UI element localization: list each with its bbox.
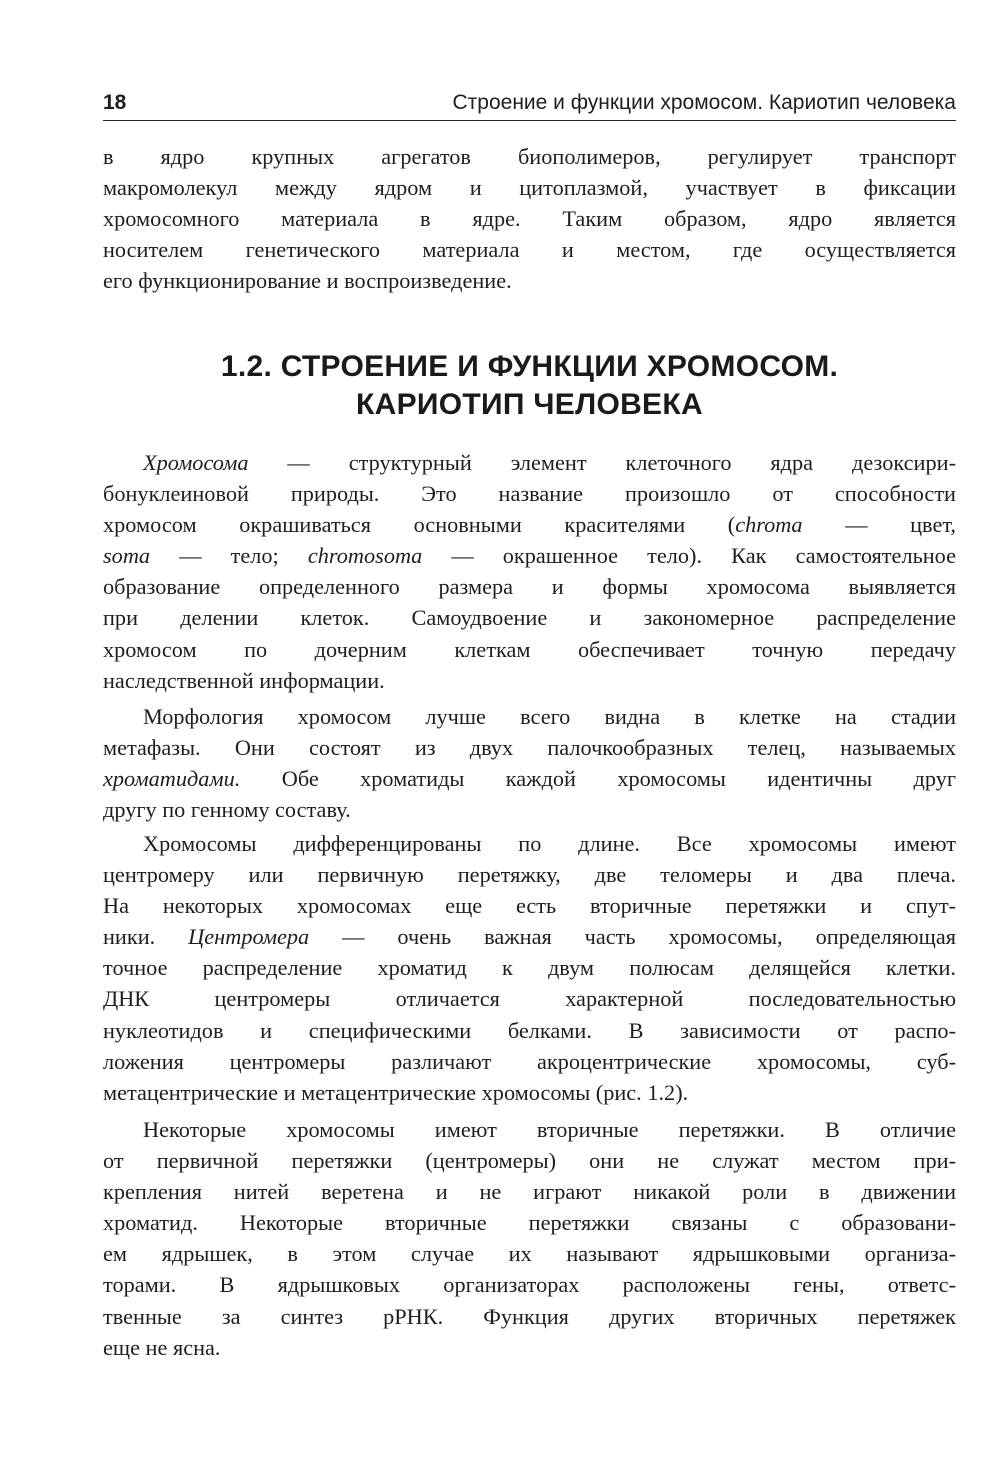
text-line: ем ядрышек, в этом случае их называют ядрышковыми организа- xyxy=(103,1241,956,1267)
section-heading-line-1: 1.2. СТРОЕНИЕ И ФУНКЦИИ ХРОМОСОМ. xyxy=(220,350,839,383)
paragraph-centromere xyxy=(103,828,956,1108)
text-line: бонуклеиновой природы. Это название произошло от способности xyxy=(103,481,956,507)
text-line: его функционирование и воспроизведение. xyxy=(103,268,512,294)
text-line: носителем генетического материала и местом, где осуществляется xyxy=(103,237,956,263)
text-line xyxy=(103,509,956,540)
text-fragment: — тело; xyxy=(150,543,308,569)
text-fragment: ники. xyxy=(103,924,189,950)
text-line: макромолекул между ядром и цитоплазмой, участвует в фиксации xyxy=(103,175,956,201)
term-chromosoma: chromosoma xyxy=(307,543,423,569)
text-line: ложения центромеры различают акроцентрические хромосомы, суб- xyxy=(103,1048,956,1074)
text-fragment: хромосом окрашиваться основными красителями ( xyxy=(103,512,736,538)
text-line: Морфология хромосом лучше всего видна в клетке на стадии xyxy=(143,704,956,729)
paragraph-secondary-constrictions xyxy=(103,1114,956,1363)
text-line: в ядро крупных агрегатов биополимеров, регулирует транспорт xyxy=(103,144,956,169)
text-line: нуклеотидов и специфическими белками. В зависимости от распо- xyxy=(103,1017,956,1043)
text-line xyxy=(103,921,956,952)
text-line: образование определенного размера и формы хромосома выявляется xyxy=(103,574,956,600)
text-line xyxy=(103,447,956,478)
text-line: метацентрические и метацентрические хромосомы (рис. 1.2). xyxy=(103,1079,689,1105)
text-line: точное распределение хроматид к двум полюсам делящейся клетки. xyxy=(103,955,956,981)
text-fragment: Обе хроматиды каждой хромосомы идентичны друг xyxy=(240,766,956,792)
text-line: хромосомного материала в ядре. Таким образом, ядро является xyxy=(103,206,956,232)
term-centromere: Центромера xyxy=(188,924,310,950)
intro-paragraph xyxy=(103,141,956,296)
text-line: твенные за синтез рРНК. Функция других вторичных перетяжек xyxy=(103,1303,956,1329)
text-line: Хромосомы дифференцированы по длине. Все хромосомы имеют xyxy=(143,831,956,856)
text-line: Некоторые хромосомы имеют вторичные перетяжки. В отличие xyxy=(143,1117,956,1142)
section-heading-line-2: КАРИОТИП ЧЕЛОВЕКА xyxy=(356,388,703,421)
running-title: Строение и функции хромосом. Кариотип человека xyxy=(452,91,956,114)
term-soma: soma xyxy=(103,543,151,569)
text-fragment: — структурный элемент клеточного ядра дезоксири- xyxy=(248,450,956,475)
section-heading xyxy=(103,348,956,424)
running-header xyxy=(103,88,956,121)
text-line: ДНК центромеры отличается характерной последовательностью xyxy=(103,986,956,1012)
text-line: крепления нитей веретена и не играют никакой роли в движении xyxy=(103,1179,956,1205)
text-line: хромосом по дочерним клеткам обеспечивает точную передачу xyxy=(103,636,956,662)
paragraph-morphology xyxy=(103,701,956,825)
text-line: метафазы. Они состоят из двух палочкообразных телец, называемых xyxy=(103,735,956,761)
text-line: при делении клеток. Самоудвоение и закономерное распределение xyxy=(103,605,956,631)
text-fragment: — очень важная часть хромосомы, определяющая xyxy=(309,924,957,950)
paragraph-chromosome-definition xyxy=(103,447,956,696)
text-line xyxy=(103,763,956,794)
text-line: На некоторых хромосомах еще есть вторичные перетяжки и спут- xyxy=(103,893,956,919)
term-chromosome: Хромосома xyxy=(143,450,249,475)
text-line: наследственной информации. xyxy=(103,667,385,693)
term-chroma: chroma xyxy=(735,512,803,538)
text-line: центромеру или первичную перетяжку, две теломеры и два плеча. xyxy=(103,862,956,888)
text-fragment: — цвет, xyxy=(802,512,956,538)
term-chromatids: хроматидами. xyxy=(103,766,241,792)
page-number: 18 xyxy=(103,91,127,114)
text-line: хроматид. Некоторые вторичные перетяжки связаны с образовани- xyxy=(103,1210,956,1236)
text-line: еще не ясна. xyxy=(103,1334,221,1360)
text-line: другу по генному составу. xyxy=(103,797,351,823)
text-line xyxy=(103,540,956,571)
text-line: торами. В ядрышковых организаторах расположены гены, ответс- xyxy=(103,1272,956,1298)
text-line: от первичной перетяжки (центромеры) они не служат местом при- xyxy=(103,1148,956,1174)
text-fragment: — окрашенное тело). Как самостоятельное xyxy=(422,543,956,569)
